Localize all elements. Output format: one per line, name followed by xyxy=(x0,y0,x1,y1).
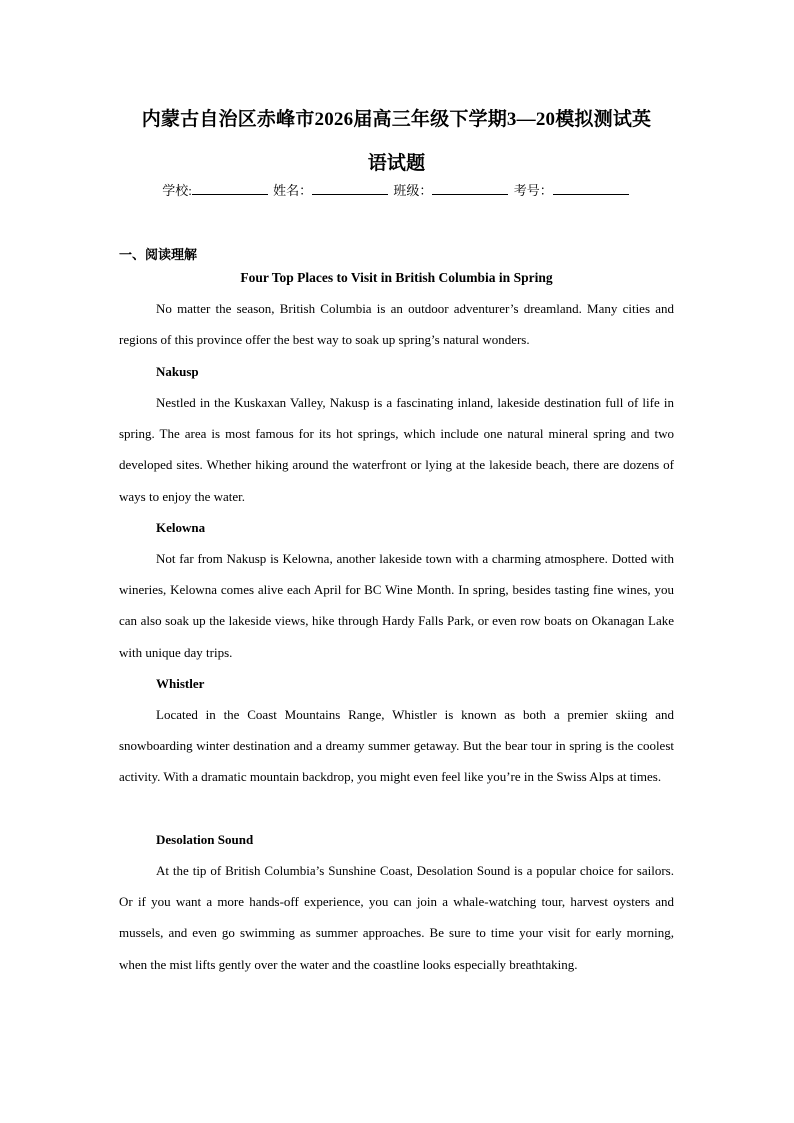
place-paragraph-nakusp: Nestled in the Kuskaxan Valley, Nakusp is a fascinating inland, lakeside destination full of life in spring. The area is most famous for its hot springs, which include one natural mineral spring and two developed sites. Whether hiking around the waterfront or lying at the lakeside beach, there are dozens of ways to enjoy the water. xyxy=(119,395,674,504)
school-blank[interactable] xyxy=(192,182,268,195)
school-label: 学校: xyxy=(162,183,192,198)
place-heading-whistler: Whistler xyxy=(156,676,205,691)
student-info-line xyxy=(119,180,674,199)
exam-title-line1: 内蒙古自治区赤峰市2026届高三年级下学期3—20模拟测试英 xyxy=(141,109,652,130)
place-paragraph-whistler: Located in the Coast Mountains Range, Whistler is known as both a premier skiing and snowboarding winter destination and a dreamy summer getaway. But the bear tour in spring is the coolest activity. With a dramatic mountain backdrop, you might even feel like you’re in the Swiss Alps at times. xyxy=(119,707,674,785)
class-label: 班级： xyxy=(393,183,433,198)
article-title: Four Top Places to Visit in British Columbia in Spring xyxy=(240,270,553,285)
exam-title-line2: 语试题 xyxy=(367,153,426,174)
place-heading-nakusp: Nakusp xyxy=(156,364,199,379)
place-heading-desolation-sound: Desolation Sound xyxy=(156,832,254,847)
section-heading: 一、阅读理解 xyxy=(119,247,198,262)
place-paragraph-kelowna: Not far from Nakusp is Kelowna, another lakeside town with a charming atmosphere. Dotted with wineries, Kelowna comes alive each April for BC Wine Month. In spring, besides tasting fine wines, you can also soak up the lakeside views, hike through Hardy Falls Park, or even row boats on Okanagan Lake with unique day trips. xyxy=(119,551,674,660)
exam-number-label: 考号： xyxy=(513,183,553,198)
intro-paragraph: No matter the season, British Columbia is an outdoor adventurer’s dreamland. Many cities and regions of this province offer the best way to soak up spring’s natural wonders. xyxy=(119,301,674,348)
name-label: 姓名： xyxy=(273,183,313,198)
class-blank[interactable] xyxy=(432,182,508,195)
exam-number-blank[interactable] xyxy=(553,182,629,195)
place-heading-kelowna: Kelowna xyxy=(156,520,206,535)
place-paragraph-desolation-sound: At the tip of British Columbia’s Sunshine Coast, Desolation Sound is a popular choice for sailors. Or if you want a more hands-off experience, you can join a whale-watching tour, harvest oysters and mussels, and even go swimming as summer approaches. Be sure to time your visit for early morning, when the mist lifts gently over the water and the coastline looks especially breathtaking. xyxy=(119,863,674,972)
name-blank[interactable] xyxy=(312,182,388,195)
